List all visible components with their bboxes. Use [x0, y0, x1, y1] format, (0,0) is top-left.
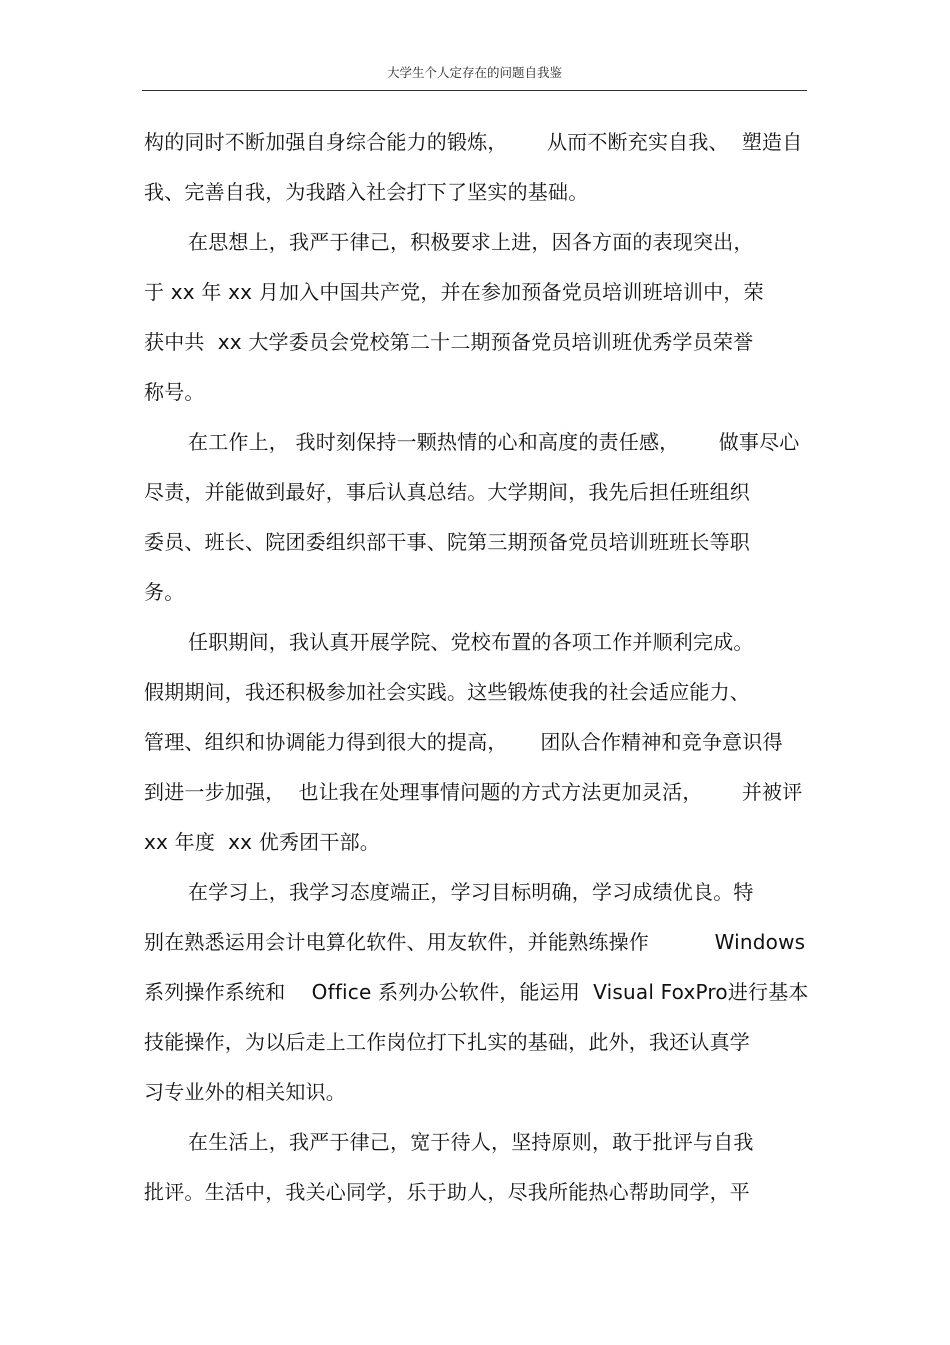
text-line: 别在熟悉运用会计电算化软件、用友软件，并能熟练操作 Windows: [144, 930, 806, 954]
text-line: 尽责，并能做到最好，事后认真总结。大学期间，我先后担任班组织: [144, 480, 750, 504]
document-body: [144, 121, 809, 1221]
text-line: 在生活上，我严于律己，宽于待人，坚持原则，敢于批评与自我: [188, 1130, 754, 1154]
text-line: 任职期间，我认真开展学院、党校布置的各项工作并顺利完成。: [188, 630, 754, 654]
text-line: 批评。生活中，我关心同学，乐于助人，尽我所能热心帮助同学，平: [144, 1180, 750, 1204]
header-divider: [142, 90, 807, 91]
text-line: 构的同时不断加强自身综合能力的锻炼， 从而不断充实自我、 塑造自: [144, 130, 803, 154]
text-line: 到进一步加强， 也让我在处理事情问题的方式方法更加灵活， 并被评: [144, 780, 803, 804]
text-line: 我、完善自我，为我踏入社会打下了坚实的基础。: [144, 180, 589, 204]
text-line: 获中共 xx 大学委员会党校第二十二期预备党员培训班优秀学员荣誉: [144, 330, 754, 354]
text-line: 管理、组织和协调能力得到很大的提高， 团队合作精神和竞争意识得: [144, 730, 783, 754]
text-line: 务。: [144, 580, 185, 604]
text-line: xx 年度 xx 优秀团干部。: [144, 830, 380, 854]
page-header-title: 大学生个人定存在的问题自我鉴: [386, 65, 562, 80]
text-line: 假期期间，我还积极参加社会实践。这些锻炼使我的社会适应能力、: [144, 680, 750, 704]
text-line: 称号。: [144, 380, 205, 404]
text-line: 在思想上，我严于律己，积极要求上进，因各方面的表现突出，: [188, 230, 754, 254]
text-line: 系列操作系统和 Office 系列办公软件，能运用 Visual FoxPro进行基本: [144, 980, 809, 1004]
text-line: 于 xx 年 xx 月加入中国共产党，并在参加预备党员培训班培训中，荣: [144, 280, 764, 304]
text-line: 在工作上， 我时刻保持一颗热情的心和高度的责任感， 做事尽心: [188, 430, 800, 454]
text-line: 技能操作，为以后走上工作岗位打下扎实的基础，此外，我还认真学: [144, 1030, 750, 1054]
text-line: 习专业外的相关知识。: [144, 1080, 346, 1104]
text-line: 在学习上，我学习态度端正，学习目标明确，学习成绩优良。特: [188, 880, 754, 904]
text-line: 委员、班长、院团委组织部干事、院第三期预备党员培训班班长等职: [144, 530, 750, 554]
